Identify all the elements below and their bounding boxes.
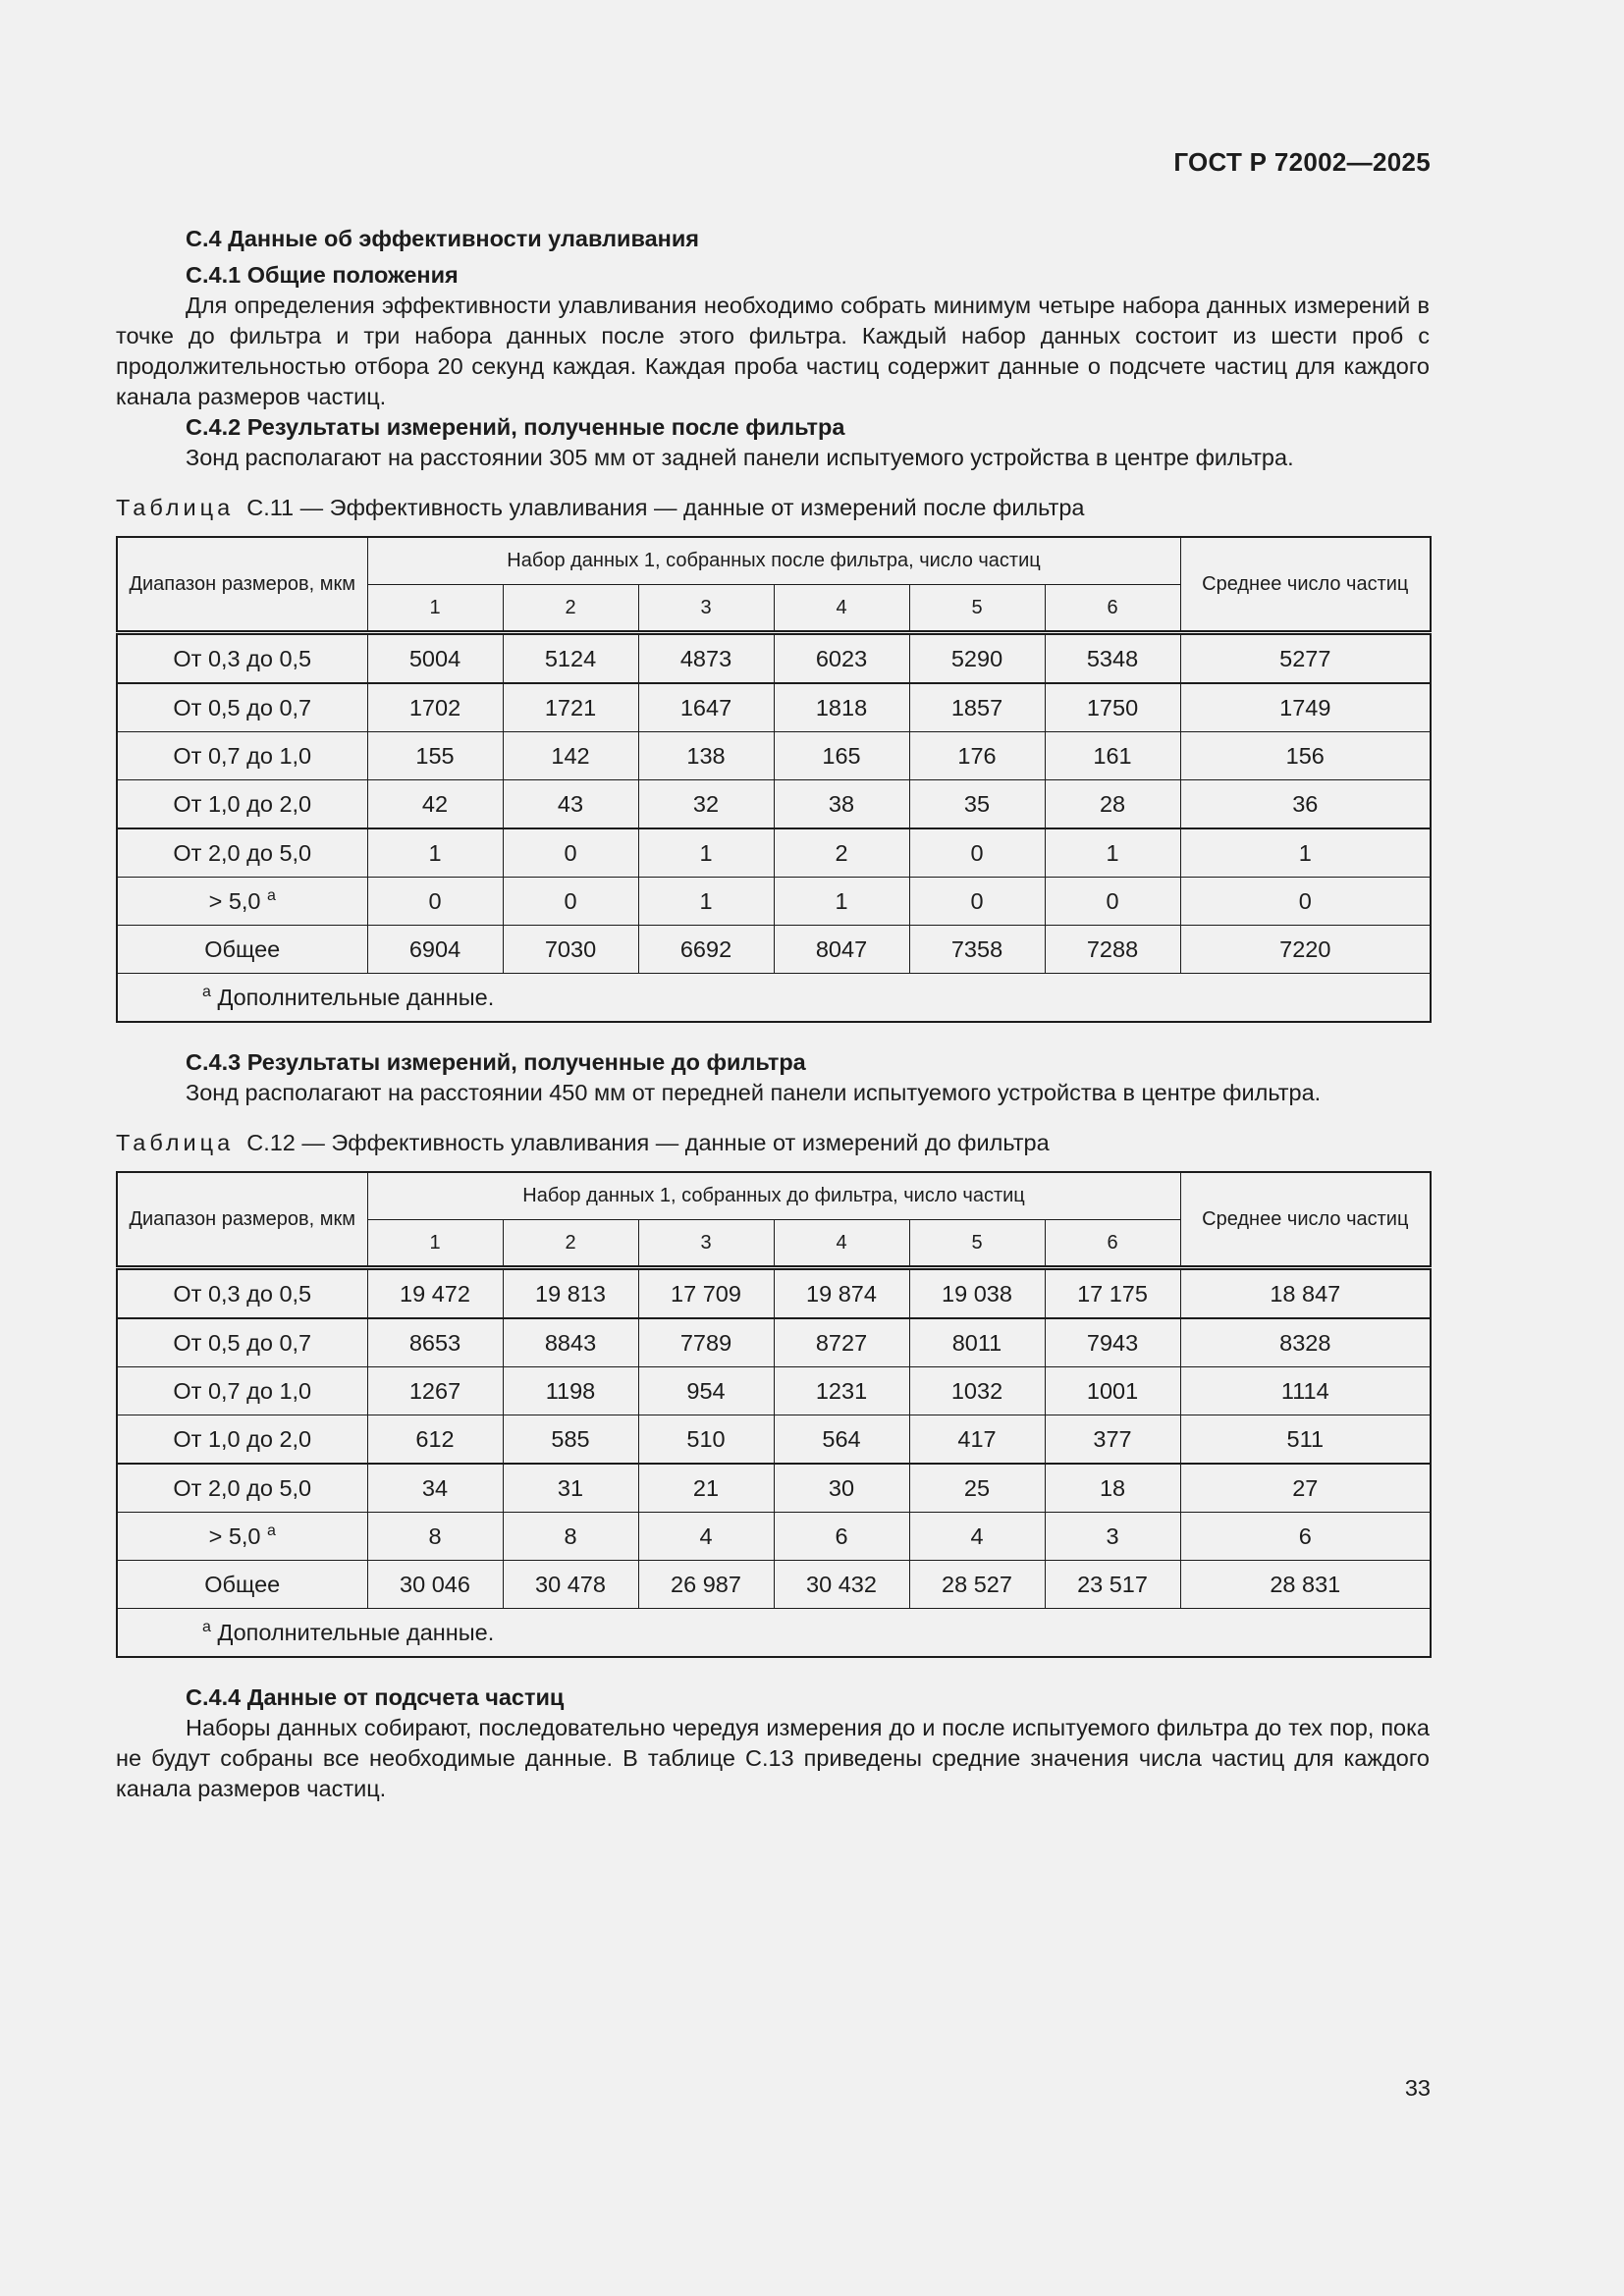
- header-size-range: Диапазон размеров, мкм: [117, 537, 367, 633]
- size-range-cell: [117, 1513, 367, 1561]
- count-cell-sample-1: 6904: [367, 926, 503, 974]
- count-cell-sample-2: 30 478: [503, 1561, 638, 1609]
- count-cell-sample-4: 19 874: [774, 1268, 909, 1319]
- count-cell-sample-1: 42: [367, 780, 503, 829]
- count-cell-sample-1: 0: [367, 878, 503, 926]
- size-range-label: От 0,7 до 1,0: [173, 1377, 312, 1404]
- count-cell-sample-1: 34: [367, 1464, 503, 1513]
- count-cell-sample-6: 18: [1045, 1464, 1180, 1513]
- count-cell-sample-2: 0: [503, 828, 638, 878]
- table-12: [116, 1171, 1432, 1658]
- size-range-label: От 0,5 до 0,7: [173, 694, 312, 721]
- mean-count-cell: 36: [1180, 780, 1431, 829]
- count-cell-sample-5: 19 038: [909, 1268, 1045, 1319]
- count-cell-sample-6: 1750: [1045, 683, 1180, 732]
- count-cell-sample-2: 1721: [503, 683, 638, 732]
- count-cell-sample-2: 8843: [503, 1318, 638, 1367]
- table-row: [117, 633, 1431, 684]
- header-data-set: Набор данных 1, собранных до фильтра, число частиц: [367, 1172, 1180, 1220]
- table-12-caption-prefix: Таблица: [116, 1130, 235, 1155]
- count-cell-sample-5: 0: [909, 878, 1045, 926]
- count-cell-sample-1: 8653: [367, 1318, 503, 1367]
- count-cell-sample-4: 1818: [774, 683, 909, 732]
- mean-count-cell: 18 847: [1180, 1268, 1431, 1319]
- size-range-label: От 2,0 до 5,0: [173, 1474, 312, 1501]
- table-11: [116, 536, 1432, 1023]
- size-range-label: От 0,3 до 0,5: [173, 645, 312, 671]
- mean-count-cell: 27: [1180, 1464, 1431, 1513]
- size-range-cell: [117, 878, 367, 926]
- size-range-cell: [117, 780, 367, 829]
- table-row: [117, 732, 1431, 780]
- section-c41-title: С.4.1 Общие положения: [186, 262, 459, 288]
- count-cell-sample-2: 43: [503, 780, 638, 829]
- header-sample-3: 3: [638, 585, 774, 633]
- header-data-set: Набор данных 1, собранных после фильтра, число частиц: [367, 537, 1180, 585]
- section-c44-text: Наборы данных собирают, последовательно чередуя измерения до и после испытуемого фильтра до тех пор, пока не будут собраны все необходимые данные. В таблице С.13 приведены средние значения числа частиц для каждого канала размеров частиц.: [116, 1715, 1430, 1801]
- count-cell-sample-5: 0: [909, 828, 1045, 878]
- footnote-text: Дополнительные данные.: [217, 984, 495, 1010]
- section-c4-title: С.4 Данные об эффективности улавливания: [186, 226, 700, 251]
- header-sample-2: 2: [503, 585, 638, 633]
- size-range-cell: [117, 1367, 367, 1415]
- table-row: [117, 1268, 1431, 1319]
- size-range-label: > 5,0: [208, 887, 261, 914]
- count-cell-sample-3: 1647: [638, 683, 774, 732]
- size-range-cell: [117, 683, 367, 732]
- count-cell-sample-3: 4873: [638, 633, 774, 684]
- count-cell-sample-4: 8047: [774, 926, 909, 974]
- count-cell-sample-6: 5348: [1045, 633, 1180, 684]
- table-row: [117, 1367, 1431, 1415]
- header-sample-6: 6: [1045, 1220, 1180, 1268]
- count-cell-sample-4: 1: [774, 878, 909, 926]
- size-range-label: От 2,0 до 5,0: [173, 839, 312, 866]
- count-cell-sample-3: 26 987: [638, 1561, 774, 1609]
- header-sample-6: 6: [1045, 585, 1180, 633]
- count-cell-sample-4: 6023: [774, 633, 909, 684]
- footnote-ref: a: [267, 1522, 276, 1539]
- count-cell-sample-6: 0: [1045, 878, 1180, 926]
- count-cell-sample-3: 138: [638, 732, 774, 780]
- footnote-ref: a: [267, 886, 276, 904]
- count-cell-sample-3: 954: [638, 1367, 774, 1415]
- count-cell-sample-3: 1: [638, 828, 774, 878]
- count-cell-sample-3: 4: [638, 1513, 774, 1561]
- count-cell-sample-2: 0: [503, 878, 638, 926]
- table-12-footnote: [117, 1609, 1431, 1658]
- count-cell-sample-5: 35: [909, 780, 1045, 829]
- size-range-label: От 0,3 до 0,5: [173, 1280, 312, 1307]
- count-cell-sample-5: 7358: [909, 926, 1045, 974]
- count-cell-sample-4: 564: [774, 1415, 909, 1465]
- table-row: [117, 1561, 1431, 1609]
- size-range-cell: [117, 1561, 367, 1609]
- size-range-cell: [117, 1268, 367, 1319]
- count-cell-sample-6: 7943: [1045, 1318, 1180, 1367]
- count-cell-sample-2: 142: [503, 732, 638, 780]
- count-cell-sample-5: 5290: [909, 633, 1045, 684]
- table-row: [117, 683, 1431, 732]
- mean-count-cell: 156: [1180, 732, 1431, 780]
- mean-count-cell: 6: [1180, 1513, 1431, 1561]
- table-12-caption-text: С.12 — Эффективность улавливания — данные от измерений до фильтра: [246, 1130, 1050, 1155]
- table-row: [117, 1415, 1431, 1465]
- count-cell-sample-5: 28 527: [909, 1561, 1045, 1609]
- size-range-cell: [117, 732, 367, 780]
- count-cell-sample-3: 6692: [638, 926, 774, 974]
- count-cell-sample-3: 21: [638, 1464, 774, 1513]
- mean-count-cell: 5277: [1180, 633, 1431, 684]
- count-cell-sample-5: 417: [909, 1415, 1045, 1465]
- size-range-label: От 1,0 до 2,0: [173, 790, 312, 817]
- count-cell-sample-5: 176: [909, 732, 1045, 780]
- count-cell-sample-2: 1198: [503, 1367, 638, 1415]
- count-cell-sample-5: 8011: [909, 1318, 1045, 1367]
- header-sample-4: 4: [774, 1220, 909, 1268]
- count-cell-sample-5: 1032: [909, 1367, 1045, 1415]
- size-range-label: > 5,0: [208, 1522, 261, 1549]
- header-sample-3: 3: [638, 1220, 774, 1268]
- mean-count-cell: 1114: [1180, 1367, 1431, 1415]
- count-cell-sample-3: 7789: [638, 1318, 774, 1367]
- count-cell-sample-1: 155: [367, 732, 503, 780]
- count-cell-sample-6: 23 517: [1045, 1561, 1180, 1609]
- size-range-label: От 0,7 до 1,0: [173, 742, 312, 769]
- mean-count-cell: 7220: [1180, 926, 1431, 974]
- table-row: [117, 878, 1431, 926]
- count-cell-sample-2: 5124: [503, 633, 638, 684]
- table-11-caption: [116, 493, 1430, 523]
- header-sample-1: 1: [367, 1220, 503, 1268]
- table-row: [117, 828, 1431, 878]
- size-range-cell: [117, 1318, 367, 1367]
- count-cell-sample-1: 30 046: [367, 1561, 503, 1609]
- section-c44-title: С.4.4 Данные от подсчета частиц: [186, 1684, 565, 1710]
- section-c42-title: С.4.2 Результаты измерений, полученные после фильтра: [186, 414, 845, 440]
- count-cell-sample-4: 30: [774, 1464, 909, 1513]
- count-cell-sample-6: 7288: [1045, 926, 1180, 974]
- size-range-cell: [117, 633, 367, 684]
- count-cell-sample-1: 1: [367, 828, 503, 878]
- section-c43-text: Зонд располагают на расстоянии 450 мм от передней панели испытуемого устройства в центре фильтра.: [186, 1080, 1322, 1105]
- header-sample-4: 4: [774, 585, 909, 633]
- page-content: [116, 224, 1430, 1804]
- size-range-label: От 0,5 до 0,7: [173, 1329, 312, 1356]
- table-12-caption: [116, 1128, 1430, 1158]
- count-cell-sample-4: 2: [774, 828, 909, 878]
- table-11-caption-text: С.11 — Эффективность улавливания — данные от измерений после фильтра: [246, 495, 1085, 520]
- count-cell-sample-1: 612: [367, 1415, 503, 1465]
- mean-count-cell: 1749: [1180, 683, 1431, 732]
- count-cell-sample-6: 377: [1045, 1415, 1180, 1465]
- count-cell-sample-4: 8727: [774, 1318, 909, 1367]
- mean-count-cell: 1: [1180, 828, 1431, 878]
- mean-count-cell: 8328: [1180, 1318, 1431, 1367]
- count-cell-sample-4: 6: [774, 1513, 909, 1561]
- count-cell-sample-3: 32: [638, 780, 774, 829]
- size-range-cell: [117, 926, 367, 974]
- count-cell-sample-6: 28: [1045, 780, 1180, 829]
- header-size-range: Диапазон размеров, мкм: [117, 1172, 367, 1268]
- section-c43-title: С.4.3 Результаты измерений, полученные до фильтра: [186, 1049, 806, 1075]
- footnote-mark: a: [202, 1618, 211, 1635]
- count-cell-sample-1: 8: [367, 1513, 503, 1561]
- count-cell-sample-6: 1: [1045, 828, 1180, 878]
- count-cell-sample-2: 8: [503, 1513, 638, 1561]
- table-11-footnote: [117, 974, 1431, 1023]
- footnote-mark: a: [202, 983, 211, 1000]
- mean-count-cell: 511: [1180, 1415, 1431, 1465]
- count-cell-sample-3: 1: [638, 878, 774, 926]
- page-number: 33: [1404, 2075, 1431, 2101]
- count-cell-sample-1: 1267: [367, 1367, 503, 1415]
- header-sample-5: 5: [909, 585, 1045, 633]
- count-cell-sample-4: 1231: [774, 1367, 909, 1415]
- count-cell-sample-4: 30 432: [774, 1561, 909, 1609]
- header-mean-count: Среднее число частиц: [1180, 537, 1431, 633]
- count-cell-sample-5: 4: [909, 1513, 1045, 1561]
- count-cell-sample-4: 165: [774, 732, 909, 780]
- count-cell-sample-2: 585: [503, 1415, 638, 1465]
- header-sample-2: 2: [503, 1220, 638, 1268]
- size-range-cell: [117, 828, 367, 878]
- table-row: [117, 780, 1431, 829]
- header-sample-5: 5: [909, 1220, 1045, 1268]
- standard-code: ГОСТ Р 72002—2025: [1173, 147, 1431, 177]
- count-cell-sample-5: 1857: [909, 683, 1045, 732]
- mean-count-cell: 28 831: [1180, 1561, 1431, 1609]
- count-cell-sample-6: 161: [1045, 732, 1180, 780]
- count-cell-sample-3: 510: [638, 1415, 774, 1465]
- count-cell-sample-4: 38: [774, 780, 909, 829]
- size-range-label: Общее: [204, 1571, 281, 1597]
- size-range-cell: [117, 1415, 367, 1465]
- table-11-caption-prefix: Таблица: [116, 495, 235, 520]
- count-cell-sample-2: 7030: [503, 926, 638, 974]
- mean-count-cell: 0: [1180, 878, 1431, 926]
- count-cell-sample-6: 17 175: [1045, 1268, 1180, 1319]
- size-range-label: От 1,0 до 2,0: [173, 1425, 312, 1452]
- count-cell-sample-2: 19 813: [503, 1268, 638, 1319]
- section-c41-text: Для определения эффективности улавливания необходимо собрать минимум четыре набора данных измерений в точке до фильтра и три набора данных после этого фильтра. Каждый набор данных состоит из шести проб с продолжительностью отбора 20 секунд каждая. Каждая проба частиц содержит данные о подсчете частиц для каждого канала размеров частиц.: [116, 293, 1430, 409]
- count-cell-sample-6: 3: [1045, 1513, 1180, 1561]
- section-c42-text: Зонд располагают на расстоянии 305 мм от задней панели испытуемого устройства в центре фильтра.: [186, 445, 1294, 470]
- table-row: [117, 1464, 1431, 1513]
- size-range-label: Общее: [204, 935, 281, 962]
- count-cell-sample-1: 19 472: [367, 1268, 503, 1319]
- count-cell-sample-6: 1001: [1045, 1367, 1180, 1415]
- count-cell-sample-1: 1702: [367, 683, 503, 732]
- count-cell-sample-2: 31: [503, 1464, 638, 1513]
- size-range-cell: [117, 1464, 367, 1513]
- footnote-text: Дополнительные данные.: [217, 1619, 495, 1645]
- table-row: [117, 1513, 1431, 1561]
- count-cell-sample-5: 25: [909, 1464, 1045, 1513]
- table-row: [117, 926, 1431, 974]
- count-cell-sample-3: 17 709: [638, 1268, 774, 1319]
- header-sample-1: 1: [367, 585, 503, 633]
- table-row: [117, 1318, 1431, 1367]
- header-mean-count: Среднее число частиц: [1180, 1172, 1431, 1268]
- count-cell-sample-1: 5004: [367, 633, 503, 684]
